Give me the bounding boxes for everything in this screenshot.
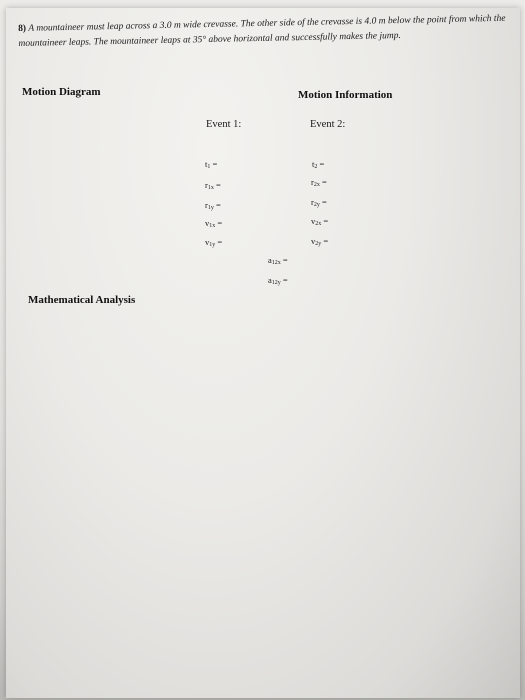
var-sub: 1: [207, 164, 211, 170]
event2-var-t2: [312, 159, 324, 170]
worksheet-page: [6, 8, 520, 698]
var-base: r: [205, 200, 208, 210]
event2-heading: Event 2:: [310, 119, 346, 130]
event2-var-r2y: [311, 197, 327, 208]
var-equals: =: [321, 216, 329, 226]
var-base: t: [205, 159, 208, 169]
event1-var-v1y: [205, 237, 222, 248]
var-sub: 12y: [271, 280, 281, 286]
event1-var-t1: [205, 159, 217, 170]
problem-text: A mountaineer must leap across a 3.0 m wide crevasse. The other side of the crevasse is 4.0 m below the point from which the mountaineer leaps. The mountaineer leaps at 35° above horizontal and successfully makes the jump.: [18, 13, 506, 49]
var-base: v: [311, 236, 316, 246]
var-sub: 1x: [209, 223, 216, 229]
var-equals: =: [319, 197, 327, 207]
var-equals: =: [317, 159, 325, 169]
var-sub: 2x: [313, 182, 320, 188]
var-base: t: [312, 159, 315, 169]
event2-var-r2x: [311, 177, 327, 188]
var-sub: 1x: [207, 185, 214, 191]
problem-number: 8): [18, 23, 27, 34]
event2-var-v2y: [311, 236, 328, 247]
motion-diagram-heading: Motion Diagram: [22, 86, 101, 98]
motion-information-heading: Motion Information: [298, 89, 393, 101]
var-equals: =: [280, 275, 288, 285]
var-base: r: [205, 180, 208, 190]
var-equals: =: [215, 237, 223, 247]
var-base: v: [205, 237, 210, 247]
var-base: r: [311, 177, 314, 187]
var-equals: =: [319, 177, 327, 187]
var-sub: 12x: [271, 260, 281, 266]
var-sub: 2: [314, 164, 318, 170]
var-sub: 2x: [315, 221, 322, 227]
var-sub: 2y: [315, 241, 322, 247]
var-base: r: [311, 197, 314, 207]
var-base: v: [205, 218, 210, 228]
accel-var-a12y: [268, 275, 288, 286]
event1-var-v1x: [205, 218, 222, 229]
event1-heading: Event 1:: [206, 119, 242, 130]
var-equals: =: [213, 180, 221, 190]
event2-var-v2x: [311, 216, 328, 227]
mathematical-analysis-heading: Mathematical Analysis: [28, 294, 136, 306]
event1-var-r1x: [205, 180, 221, 191]
var-equals: =: [210, 159, 218, 169]
var-base: v: [311, 216, 316, 226]
var-equals: =: [213, 200, 221, 210]
var-base: a: [268, 255, 272, 265]
event1-var-r1y: [205, 200, 221, 211]
var-sub: 1y: [207, 205, 214, 211]
var-base: a: [268, 275, 272, 285]
var-equals: =: [321, 236, 329, 246]
var-sub: 1y: [209, 242, 216, 248]
var-sub: 2y: [313, 202, 320, 208]
var-equals: =: [215, 218, 223, 228]
accel-var-a12x: [268, 255, 288, 266]
var-equals: =: [280, 255, 288, 265]
